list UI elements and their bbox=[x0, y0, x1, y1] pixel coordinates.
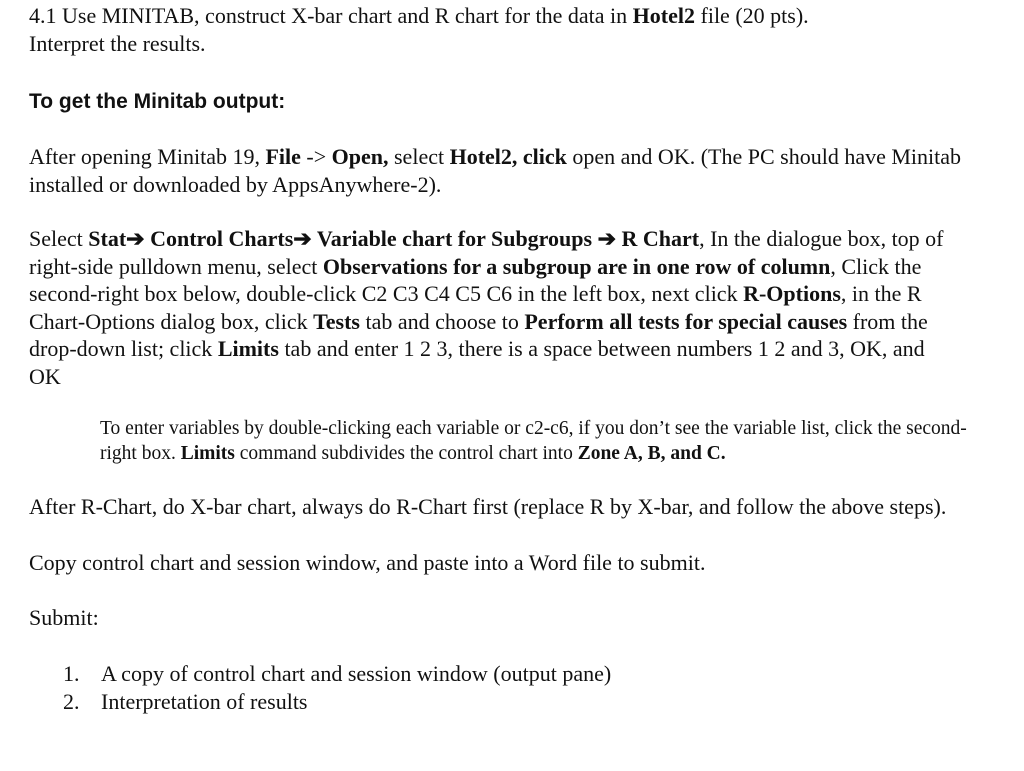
text-run: , In the dialogue box, top of right-side pulldown menu, select bbox=[29, 226, 944, 279]
copy-paragraph: Copy control chart and session window, and paste into a Word file to submit. bbox=[29, 549, 706, 575]
list-item bbox=[63, 688, 1004, 716]
text-run: To enter variables by double-clicking each variable or c2-c6, if you don’t see the variable list, click the second-right box. bbox=[100, 418, 967, 464]
bold-text-run: R-Options bbox=[743, 281, 841, 306]
list-text: Interpretation of results bbox=[101, 688, 308, 714]
text-run: , Click the second-right box below, double-click C2 C3 C4 C5 C6 in the left box, next click bbox=[29, 253, 922, 306]
question-instruction: Interpret the results. bbox=[29, 30, 206, 56]
section-heading: To get the Minitab output: bbox=[29, 90, 286, 113]
bold-text-run: Limits bbox=[217, 336, 279, 361]
document-page bbox=[29, 2, 1004, 716]
open-file-paragraph bbox=[29, 143, 969, 198]
text-run: , in the R Chart-Options dialog box, click bbox=[29, 281, 922, 334]
bold-text-run: Tests bbox=[313, 308, 360, 334]
text-run: Select bbox=[29, 226, 89, 251]
text-run: After opening Minitab 19, bbox=[29, 144, 266, 169]
text-run: select bbox=[388, 144, 450, 169]
text-run: command subdivides the control chart into bbox=[234, 443, 578, 464]
submit-list bbox=[29, 660, 1004, 716]
question-text-c: file (20 pts). bbox=[695, 3, 809, 28]
list-text: A copy of control chart and session window (output pane) bbox=[101, 660, 612, 686]
xbar-paragraph: After R-Chart, do X-bar chart, always do R-Chart first (replace R by X-bar, and follow the above steps). bbox=[29, 494, 947, 519]
submit-label: Submit: bbox=[29, 605, 99, 630]
list-number: 1. bbox=[63, 660, 80, 686]
bold-text-run: Open, bbox=[331, 144, 389, 169]
bold-text-run: Hotel2, click bbox=[449, 144, 567, 169]
select-steps-paragraph bbox=[29, 225, 944, 390]
bold-text-run: File bbox=[265, 144, 301, 169]
question-file-name: Hotel2 bbox=[632, 3, 695, 28]
bold-text-run: Zone A, B, and C. bbox=[577, 443, 726, 464]
question-text-a: 4.1 Use MINITAB, construct X-bar chart and R chart for the data in bbox=[29, 3, 633, 28]
text-run: -> bbox=[300, 144, 332, 169]
list-number: 2. bbox=[63, 688, 80, 714]
text-run: tab and enter 1 2 3, there is a space between numbers 1 2 and 3, OK, and OK bbox=[29, 336, 925, 389]
note-paragraph bbox=[100, 416, 970, 466]
bold-text-run: Limits bbox=[180, 443, 235, 464]
question-title bbox=[29, 2, 1004, 57]
text-run: tab and choose to bbox=[360, 308, 525, 334]
bold-text-run: Stat➔ Control Charts➔ Variable chart for Subgroups ➔ R Chart bbox=[88, 226, 700, 251]
bold-text-run: Observations for a subgroup are in one row of column bbox=[322, 253, 831, 279]
list-item bbox=[63, 660, 1004, 688]
bold-text-run: Perform all tests for special causes bbox=[524, 308, 848, 334]
text-run: from the drop-down list; click bbox=[29, 308, 928, 361]
text-run: open and OK. (The PC should have Minitab installed or downloaded by AppsAnywhere-2). bbox=[29, 144, 962, 197]
